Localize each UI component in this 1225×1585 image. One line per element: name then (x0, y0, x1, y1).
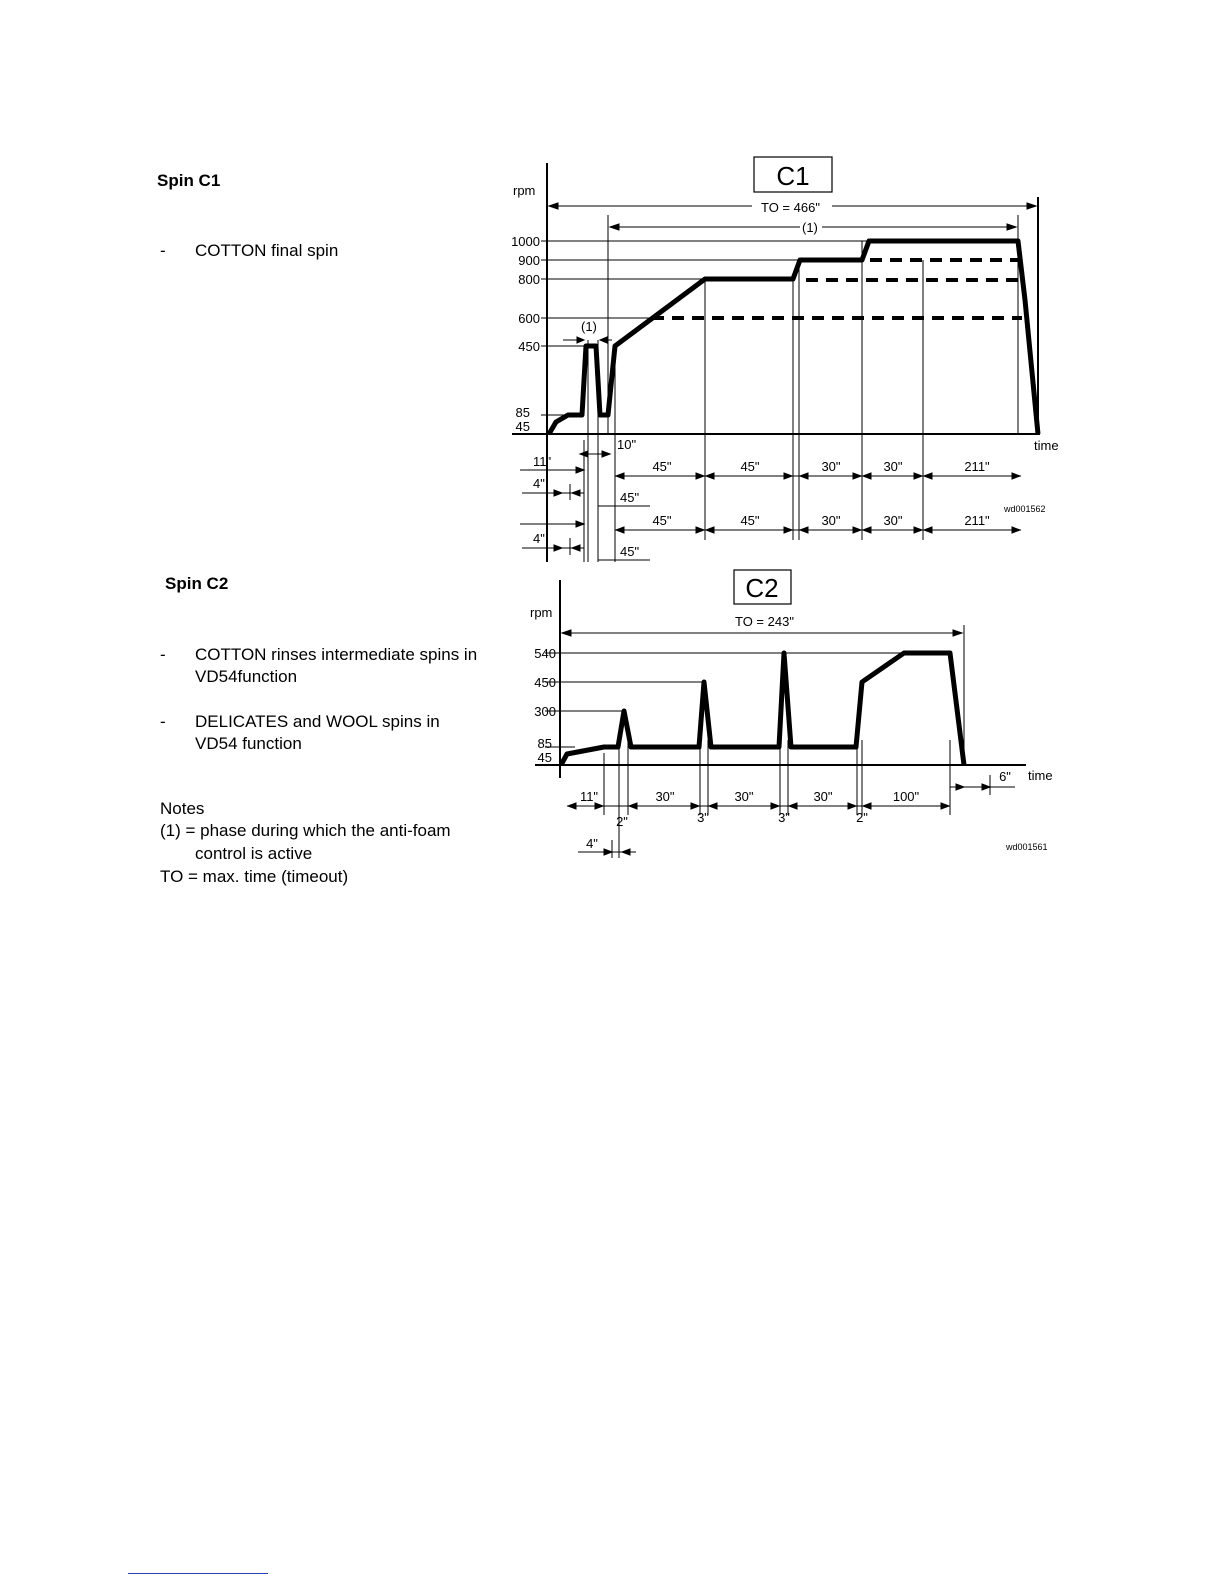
c2-timeout-label: TO = 243" (735, 614, 794, 629)
c2-y-tick: 45 (537, 750, 552, 765)
c1-duration-label: 211" (964, 459, 990, 474)
c2-peak-label: 3" (778, 810, 790, 825)
c1-y-tick: 600 (518, 311, 540, 326)
spin-c2-heading: Spin C2 (165, 574, 229, 593)
c1-duration-label: 45" (652, 459, 672, 474)
c2-peak-label: 3" (697, 810, 709, 825)
c1-small-dim-label: 4" (533, 531, 545, 546)
bullet-dash: - (160, 241, 166, 260)
c2-bullet1-line1: COTTON rinses intermediate spins in (195, 645, 478, 664)
c1-y-tick: 800 (518, 272, 540, 287)
c1-duration-label: 45" (652, 513, 672, 528)
c1-bullet-text: COTTON final spin (195, 241, 339, 260)
c1-antifoam-peak-label: (1) (581, 319, 597, 334)
c1-duration-label: 211" (964, 513, 990, 528)
c2-y-tick: 540 (534, 646, 556, 661)
bullet-dash: - (160, 712, 166, 731)
c1-y-tick: 900 (518, 253, 540, 268)
c2-y-tick: 450 (534, 675, 556, 690)
c1-timeout-label: TO = 466" (761, 200, 820, 215)
c2-duration-label: 11" (579, 789, 599, 804)
c2-bullet1-line2: VD54function (195, 667, 298, 686)
c2-peak-label: 2" (856, 810, 868, 825)
c2-duration-label: 6" (999, 769, 1011, 784)
c1-duration-label: 30" (883, 459, 903, 474)
c1-small-dim-label: 45" (620, 490, 640, 505)
c1-small-dim-label: 4" (533, 476, 545, 491)
c2-y-unit: rpm (530, 605, 553, 620)
c1-y-tick: 450 (518, 339, 540, 354)
c2-duration-label: 30" (813, 789, 833, 804)
c2-x-unit: time (1028, 768, 1053, 783)
c1-duration-label: 30" (821, 459, 841, 474)
note-timeout: TO = max. time (timeout) (160, 867, 349, 886)
c1-box-label: C1 (776, 161, 810, 191)
c2-box-label: C2 (745, 573, 779, 603)
c1-small-dim-label: 45" (620, 544, 640, 559)
c2-bullet2-line1: DELICATES and WOOL spins in (195, 712, 440, 731)
c2-duration-label: 100" (892, 789, 920, 804)
c1-small-dim-label: 10" (617, 437, 637, 452)
c1-y-tick: 85 (515, 405, 530, 420)
c1-duration-label: 45" (740, 513, 760, 528)
c1-small-dim-label: 11" (533, 454, 552, 469)
c2-peak-label: 4" (586, 836, 598, 851)
c1-duration-label: 45" (740, 459, 760, 474)
c1-y-tick: 1000 (511, 234, 540, 249)
note-antifoam-line2: control is active (195, 844, 313, 863)
c1-y-unit: rpm (513, 183, 536, 198)
c1-x-unit: time (1034, 438, 1059, 453)
c2-figure-code: wd001561 (1006, 842, 1048, 852)
c2-y-tick: 85 (537, 736, 552, 751)
notes-title: Notes (160, 799, 205, 818)
c2-peak-label: 2" (616, 814, 628, 829)
spin-c1-heading: Spin C1 (157, 171, 221, 190)
c1-y-tick: 45 (515, 419, 530, 434)
c2-duration-label: 30" (734, 789, 754, 804)
c1-duration-label: 30" (883, 513, 903, 528)
c2-bullet2-line2: VD54 function (195, 734, 302, 753)
bullet-dash: - (160, 645, 166, 664)
c1-duration-label: 30" (821, 513, 841, 528)
c1-antifoam-label: (1) (802, 220, 818, 235)
c2-y-tick: 300 (534, 704, 556, 719)
c1-figure-code: wd001562 (1004, 504, 1046, 514)
c2-duration-label: 30" (655, 789, 675, 804)
footer-rule (128, 1573, 268, 1574)
note-antifoam-line1: (1) = phase during which the anti-foam (160, 821, 451, 840)
